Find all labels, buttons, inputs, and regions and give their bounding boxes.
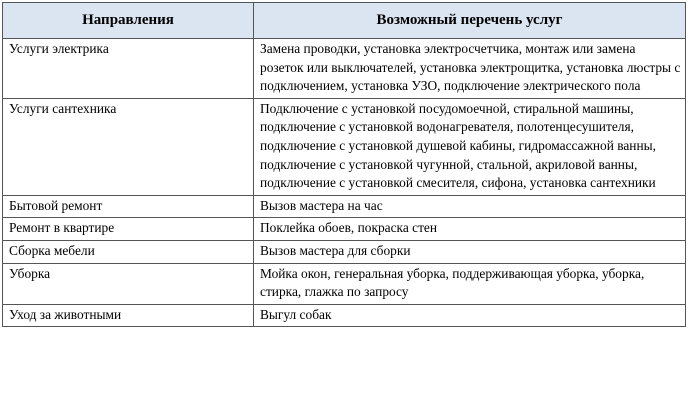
table-row-household-repair [3, 195, 686, 218]
table-row-furniture-assembly [3, 240, 686, 263]
direction-cell: Уход за животными [3, 304, 254, 327]
direction-cell: Бытовой ремонт [3, 195, 254, 218]
header-services: Возможный перечень услуг [254, 3, 686, 39]
table-row-electrician [3, 39, 686, 99]
services-table [2, 2, 686, 327]
services-cell: Поклейка обоев, покраска стен [254, 218, 686, 241]
services-cell: Замена проводки, установка электросчетчика, монтаж или замена розеток или выключателей, установка электрощитка, установка люстры с подключением, установка УЗО, подключение электрического пола [254, 39, 686, 99]
table-row-apartment-repair [3, 218, 686, 241]
direction-cell: Ремонт в квартире [3, 218, 254, 241]
services-cell: Подключение с установкой посудомоечной, стиральной машины, подключение с установкой водонагревателя, полотенцесушителя, подключение с установкой душевой кабины, гидромассажной ванны, подключение с установкой чугунной, стальной, акриловой ванны, подключение с установкой смесителя, сифона, установка сантехники [254, 98, 686, 195]
services-cell: Мойка окон, генеральная уборка, поддерживающая уборка, уборка, стирка, глажка по запросу [254, 263, 686, 304]
services-cell: Выгул собак [254, 304, 686, 327]
table-row-cleaning [3, 263, 686, 304]
direction-cell: Услуги электрика [3, 39, 254, 99]
table-body [3, 39, 686, 327]
table-header [3, 3, 686, 39]
services-cell: Вызов мастера для сборки [254, 240, 686, 263]
direction-cell: Сборка мебели [3, 240, 254, 263]
direction-cell: Уборка [3, 263, 254, 304]
direction-cell: Услуги сантехника [3, 98, 254, 195]
header-directions: Направления [3, 3, 254, 39]
table-row-pet-care [3, 304, 686, 327]
header-row [3, 3, 686, 39]
table-row-plumber [3, 98, 686, 195]
services-cell: Вызов мастера на час [254, 195, 686, 218]
